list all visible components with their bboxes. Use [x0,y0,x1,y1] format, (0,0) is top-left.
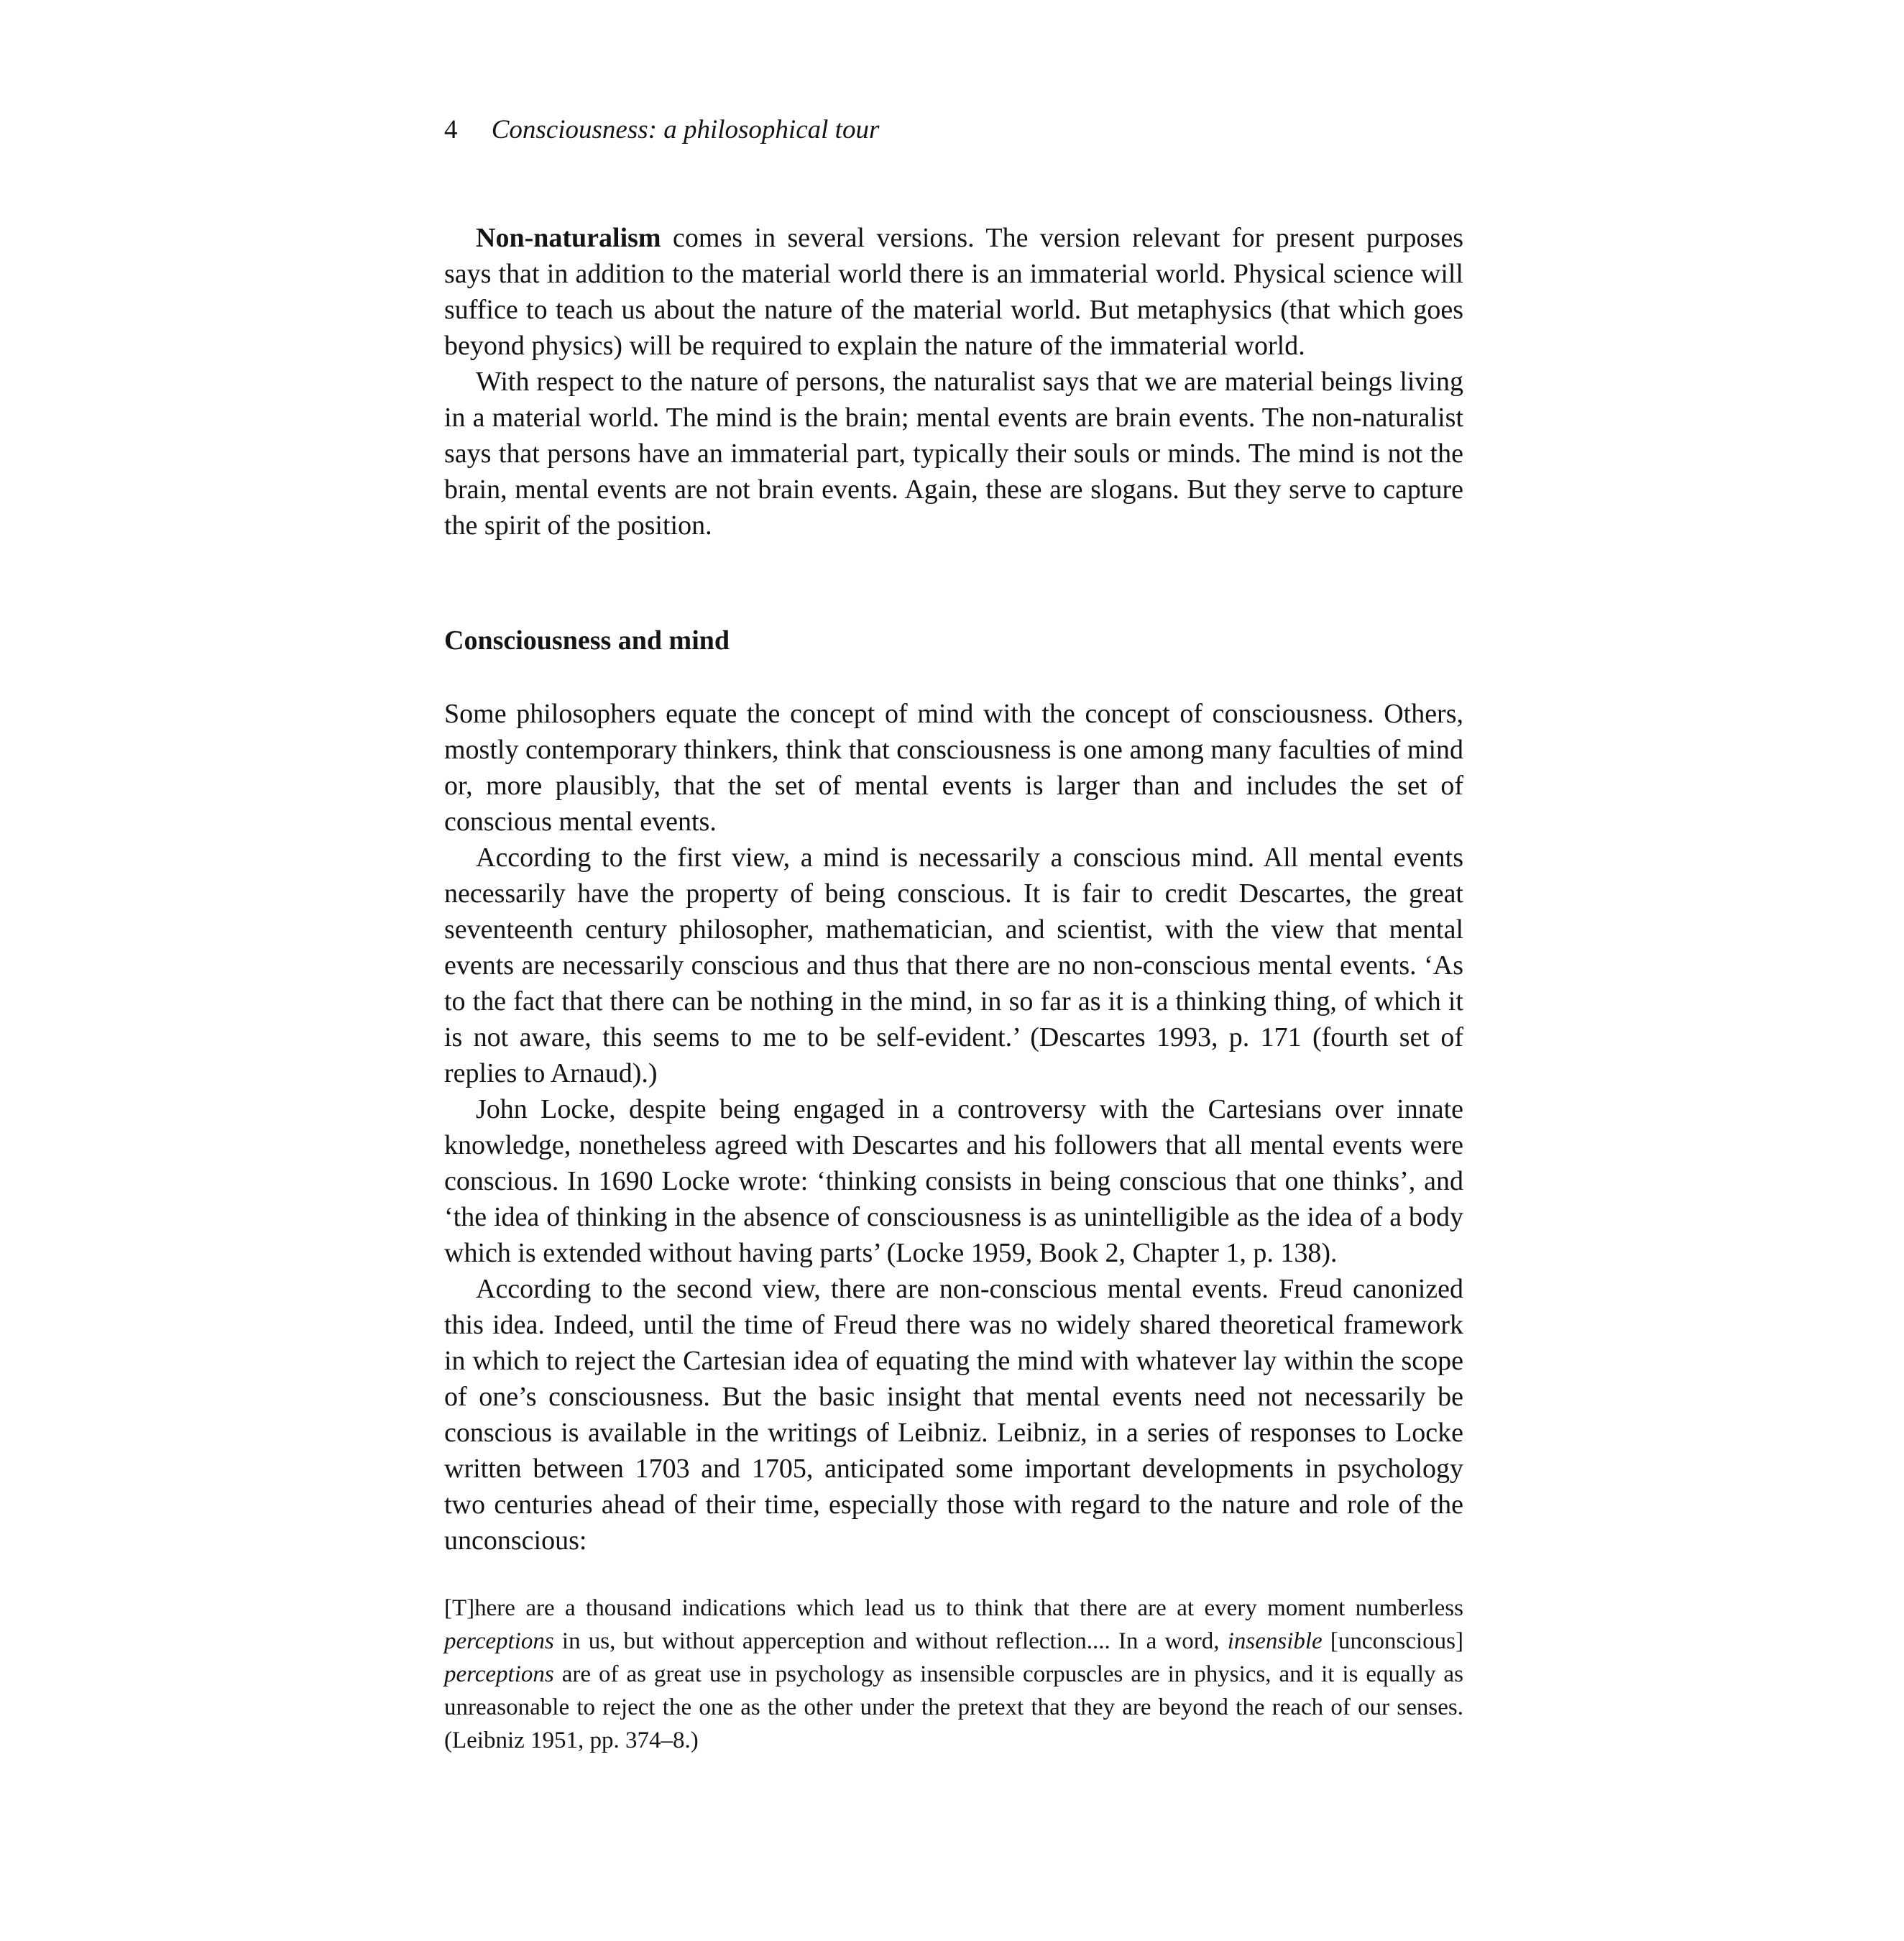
paragraph-john-locke: John Locke, despite being engaged in a controversy with the Cartesians over innate knowledge, nonetheless agreed with Descartes and his followers that all mental events were conscious. In 1690 Locke wrote: ‘thinking consists in being conscious that one thinks’, and ‘the idea of thinking in the absence of consciousness is as unintelligible as the idea of a body which is extended without having parts’ (Locke 1959, Book 2, Chapter 1, p. 138). [444,1094,1463,1268]
leibniz-block-quote: [T]here are a thousand indications which lead us to think that there are at every moment numberless perceptions in us, but without apperception and without reflection.... In a word, insensible [unconscious] perceptions are of as great use in psychology as insensible corpuscles are in physics, and it is equally as unreasonable to reject the one as the other under the pretext that they are beyond the reach of our senses. (Leibniz 1951, pp. 374–8.) [444,1595,1463,1753]
paragraph-second-view: According to the second view, there are non-conscious mental events. Freud canonized this idea. Indeed, until the time of Freud there was no widely shared theoretical framework in which to reject the Cartesian idea of equating the mind with whatever lay within the scope of one’s consciousness. But the basic insight that mental events need not necessarily be conscious is available in the writings of Leibniz. Leibniz, in a series of responses to Locke written between 1703 and 1705, anticipated some important developments in psychology two centuries ahead of their time, especially those with regard to the nature and role of the unconscious: [444,1274,1463,1556]
section-heading: Consciousness and mind [444,625,730,656]
paragraph-non-naturalism: Non-naturalism comes in several versions. The version relevant for present purposes says that in addition to the material world there is an immaterial world. Physical science will suffice to teach us about the nature of the material world. But metaphysics (that which goes beyond physics) will be required to explain the nature of the immaterial world. [444,223,1463,361]
paragraph-some-philosophers: Some philosophers equate the concept of mind with the concept of consciousness. Others, mostly contemporary thinkers, think that consciousness is one among many faculties of mind or, more plausibly, that the set of mental events is larger than and includes the set of conscious mental events. [444,699,1463,837]
running-head-title: Consciousness: a philosophical tour [491,115,880,144]
paragraph-with-respect: With respect to the nature of persons, the naturalist says that we are material beings living in a material world. The mind is the brain; mental events are brain events. The non-naturalist says that persons have an immaterial part, typically their souls or minds. The mind is not the brain, mental events are not brain events. Again, these are slogans. But they serve to capture the spirit of the position. [444,367,1463,541]
running-head [444,114,1463,147]
page-number: 4 [444,115,458,144]
page-text-block [444,114,1463,1757]
paragraph-first-view: According to the first view, a mind is necessarily a conscious mind. All mental events necessarily have the property of being conscious. It is fair to credit Descartes, the great seventeenth century philosopher, mathematician, and scientist, with the view that mental events are necessarily conscious and thus that there are no non-conscious mental events. ‘As to the fact that there can be nothing in the mind, in so far as it is a thinking thing, of which it is not aware, this seems to me to be self-evident.’ (Descartes 1993, p. 171 (fourth set of replies to Arnaud).) [444,843,1463,1088]
